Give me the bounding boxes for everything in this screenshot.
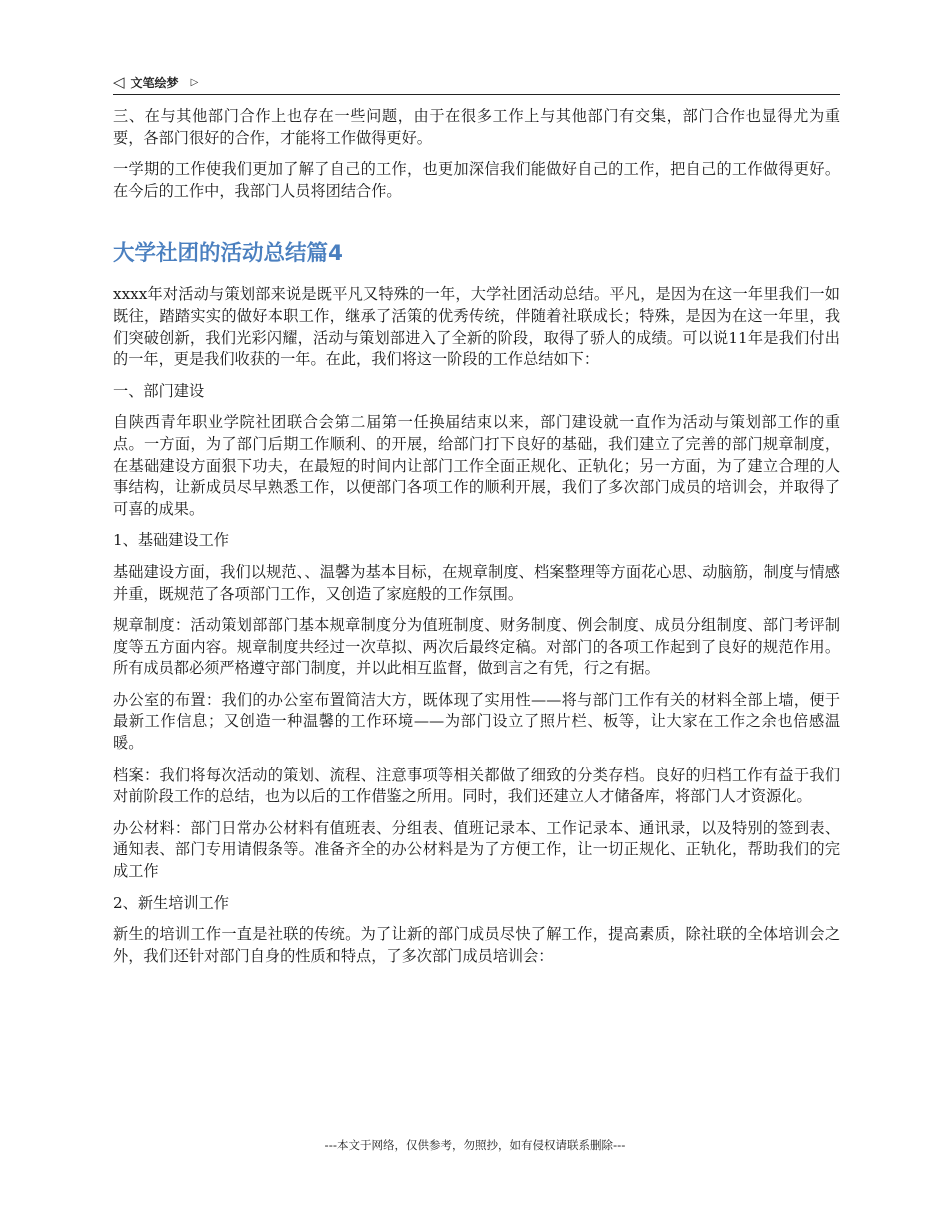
document-page [113,70,840,977]
paragraph: 基础建设方面，我们以规范、、温馨为基本目标，在规章制度、档案整理等方面花心思、动脑筋，制度与情感并重，既规范了各项部门工作，又创造了家庭般的工作氛围。 [113,562,840,603]
page-footer: ---本文于网络，仅供参考，勿照抄，如有侵权请联系删除--- [324,1138,626,1152]
section-title: 大学社团的活动总结篇4 [113,241,343,267]
page-header [113,70,840,95]
paragraph: 办公室的布置：我们的办公室布置简洁大方，既体现了实用性——将与部门工作有关的材料全部上墙，便于最新工作信息；又创造一种温馨的工作环境——为部门设立了照片栏、板等，让大家在工作之余也倍感温暖。 [113,690,840,753]
subheading: 1、基础建设工作 [113,531,229,550]
paragraph: 规章制度：活动策划部部门基本规章制度分为值班制度、财务制度、例会制度、成员分组制度、部门考评制度等五方面内容。规章制度共经过一次草拟、两次后最终定稿。对部门的各项工作起到了良好的规范作用。所有成员都必须严格遵守部门制度，并以此相互监督，做到言之有凭，行之有据。 [113,616,840,678]
header-logo-text: 文笔绘梦 [130,75,179,90]
paragraph: 三、在与其他部门合作上也存在一些问题，由于在很多工作上与其他部门有交集，部门合作也显得尤为重要，各部门很好的合作，才能将工作做得更好。 [113,107,840,147]
triangle-right-icon: ▷ [190,76,199,88]
paragraph: 自陕西青年职业学院社团联合会第二届第一任换届结束以来，部门建设就一直作为活动与策划部工作的重点。一方面，为了部门后期工作顺利、的开展，给部门打下良好的基础，我们建立了完善的部门规章制度，在基础建设方面狠下功夫，在最短的时间内让部门工作全面正规化、正轨化；另一方面，为了建立合理的人事结构，让新成员尽早熟悉工作，以便部门各项工作的顺利开展，我们了多次部门成员的培训会，并取得了可喜的成果。 [113,413,840,518]
paragraph: 档案：我们将每次活动的策划、流程、注意事项等相关都做了细致的分类存档。良好的归档工作有益于我们对前阶段工作的总结，也为以后的工作借鉴之所用。同时，我们还建立人才储备库，将部门人才资源化。 [113,765,840,806]
paragraph: 一学期的工作使我们更加了解了自己的工作，也更加深信我们能做好自己的工作，把自己的工作做得更好。在今后的工作中，我部门人员将团结合作。 [113,160,840,200]
paragraph: 办公材料：部门日常办公材料有值班表、分组表、值班记录本、工作记录本、通讯录，以及特别的签到表、通知表、部门专用请假条等。准备齐全的办公材料是为了方便工作，让一切正规化、正轨化，帮助我们的完成工作 [113,818,840,881]
paragraph: 新生的培训工作一直是社联的传统。为了让新的部门成员尽快了解工作，提高素质，除社联的全体培训会之外，我们还针对部门自身的性质和特点，了多次部门成员培训会： [113,925,840,965]
document-content [113,106,840,967]
triangle-left-icon: ◁ [113,73,125,91]
subheading: 一、部门建设 [113,381,205,400]
subheading: 2、新生培训工作 [113,893,229,912]
paragraph: xxxx年对活动与策划部来说是既平凡又特殊的一年，大学社团活动总结。平凡，是因为在这一年里我们一如既往，踏踏实实的做好本职工作，继承了活策的优秀传统，伴随着社联成长；特殊，是因为在这一年里，我们突破创新，我们光彩闪耀，活动与策划部进入了全新的阶段，取得了骄人的成绩。可以说11年是我们付出的一年，更是我们收获的一年。在此，我们将这一阶段的工作总结如下： [113,285,840,369]
